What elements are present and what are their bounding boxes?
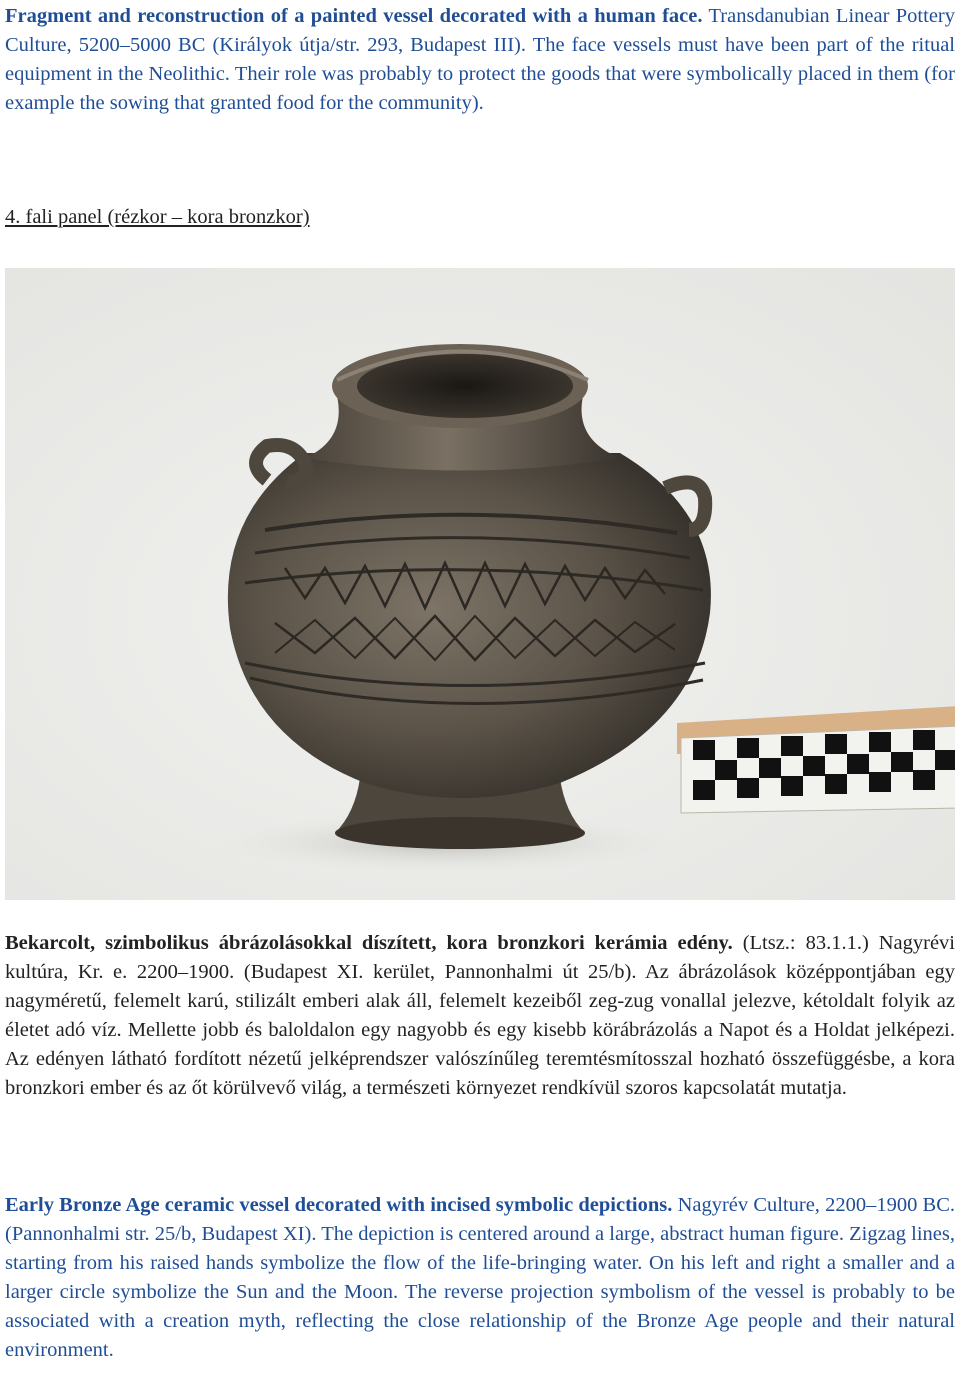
hungarian-caption xyxy=(5,929,955,1103)
neolithic-caption-title: Fragment and reconstruction of a painted vessel decorated with a human face. xyxy=(5,5,703,27)
neolithic-caption-body: Transdanubian Linear Pottery Culture, 5200–5000 BC (Királyok útja/str. 293, Budapest III). The face vessels must have been part of the ritual equipment in the Neolithic. Their role was probably to protect the goods that were symbolically placed in them (for example the sowing that granted food for the community). xyxy=(5,5,955,114)
panel-heading: 4. fali panel (rézkor – kora bronzkor) xyxy=(5,206,310,228)
english-caption-title: Early Bronze Age ceramic vessel decorated with incised symbolic depictions. xyxy=(5,1194,673,1216)
hungarian-caption-body: (Ltsz.: 83.1.1.) Nagyrévi kultúra, Kr. e. 2200–1900. (Budapest XI. kerület, Pannonhalmi út 25/b). Az ábrázolások középpontjában egy nagyméretű, felemelt karú, stilizált emberi alak áll, felemelt kezeiből zeg-zug vonallal jelezve, kétoldalt folyik az életet adó víz. Mellette jobb és baloldalon egy nagyobb és egy kisebb körábrázolás a Napot és a Holdat jelképezi. Az edényen látható fordított nézetű jelképrendszer valószínűleg teremtésmítosszal hozható összefüggésbe, a kora bronzkori ember és az őt körülvevő világ, a természeti környezet rendkívül szoros kapcsolatát mutatja. xyxy=(5,932,955,1099)
neolithic-caption xyxy=(5,2,955,118)
vessel-photo xyxy=(5,268,955,900)
hungarian-caption-title: Bekarcolt, szimbolikus ábrázolásokkal díszített, kora bronzkori kerámia edény. xyxy=(5,932,733,954)
english-caption xyxy=(5,1191,955,1365)
english-caption-body: Nagyrév Culture, 2200–1900 BC. (Pannonhalmi str. 25/b, Budapest XI). The depiction is centered around a large, abstract human figure. Zigzag lines, starting from his raised hands symbolize the flow of the life-bringing water. On his left and right a smaller and a larger circle symbolize the Sun and the Moon. The reverse projection symbolism of the vessel is probably to be associated with a creation myth, reflecting the close relationship of the Bronze Age people and their natural environment. xyxy=(5,1194,956,1361)
scale-bar xyxy=(677,706,955,813)
